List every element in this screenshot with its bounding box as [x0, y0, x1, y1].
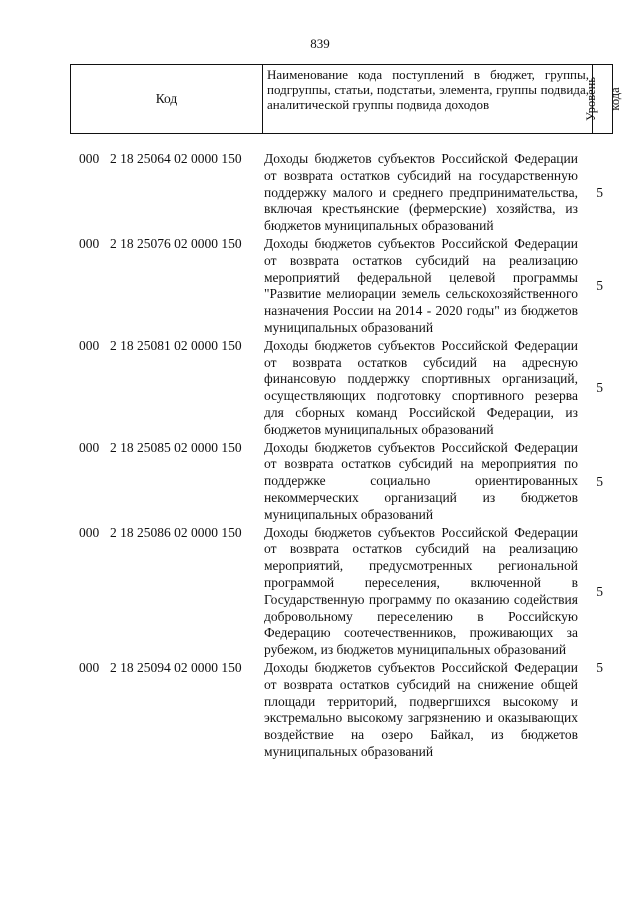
revenue-name: Доходы бюджетов субъектов Российской Федерации от возврата остатков субсидий на снижение общей площади территорий, подвергшихся высокому и экстремально высокому загрязнению и оказывающих воздействие на озеро Байкал, из бюджетов муниципальных образований: [264, 659, 578, 759]
revenue-name: Доходы бюджетов субъектов Российской Федерации от возврата остатков субсидий на реализацию мероприятий федеральной целевой программы "Развитие мелиорации земель сельскохозяйственного назначения России на 2014 - 2020 годы" из бюджетов муниципальных образований: [264, 235, 578, 335]
code-level: 5: [596, 380, 603, 396]
header-level-label: [585, 77, 621, 121]
table-row: [70, 338, 615, 439]
page-number: 839: [310, 36, 330, 51]
admin-code: 000: [79, 659, 100, 675]
revenue-name: Доходы бюджетов субъектов Российской Федерации от возврата остатков субсидий на государственную поддержку малого и среднего предпринимательства, включая крестьянские (фермерские) хозяйства, из бюджетов муниципальных образований: [264, 151, 578, 234]
revenue-code: 2 18 25064 02 0000 150: [110, 151, 242, 166]
admin-code: 000: [79, 235, 100, 251]
admin-code: 000: [79, 337, 100, 353]
revenue-code: 2 18 25085 02 0000 150: [110, 439, 242, 455]
revenue-code: 2 18 25081 02 0000 150: [110, 337, 242, 353]
code-level: 5: [596, 583, 603, 599]
revenue-code: 2 18 25076 02 0000 150: [110, 235, 242, 251]
admin-code: 000: [79, 524, 100, 540]
code-level: 5: [596, 184, 603, 200]
table-row: [70, 525, 615, 659]
admin-code: 000: [79, 151, 100, 166]
revenue-code: 2 18 25086 02 0000 150: [110, 524, 242, 540]
code-level: 5: [596, 473, 603, 489]
code-level: 5: [596, 278, 603, 294]
table-header: [70, 64, 622, 134]
table-row: [70, 236, 615, 337]
revenue-name: Доходы бюджетов субъектов Российской Федерации от возврата остатков субсидий на адресную финансовую поддержку спортивных организаций, осуществляющих подготовку спортивного резерва для сборных команд Российской Федерации, из бюджетов муниципальных образований: [264, 337, 578, 437]
admin-code: 000: [79, 439, 100, 455]
revenue-code: 2 18 25094 02 0000 150: [110, 659, 242, 675]
revenue-name: Доходы бюджетов субъектов Российской Федерации от возврата остатков субсидий на реализацию мероприятий, предусмотренных региональной программой переселения, включенной в Государственную программу по оказанию содействия добровольному переселению в Российскую Федерацию соотечественников, проживающих за рубежом, из бюджетов муниципальных образований: [264, 524, 578, 658]
table-row: [70, 440, 615, 524]
header-code: Код: [71, 65, 263, 133]
code-level: 5: [596, 659, 603, 675]
header-level-line1: Уровень: [583, 76, 598, 122]
table-body: [70, 151, 615, 762]
table-row: [70, 151, 615, 235]
table-row: [70, 660, 615, 761]
revenue-name: Доходы бюджетов субъектов Российской Федерации от возврата остатков субсидий на мероприятия по поддержке социально ориентированных некоммерческих организаций из бюджетов муниципальных образований: [264, 439, 578, 522]
header-level-line2: кода: [607, 87, 622, 111]
header-name: Наименование кода поступлений в бюджет, группы, подгруппы, статьи, подстатьи, элемента, группы подвида, аналитической группы подвида доходов: [263, 65, 593, 133]
header-level: [583, 65, 622, 133]
